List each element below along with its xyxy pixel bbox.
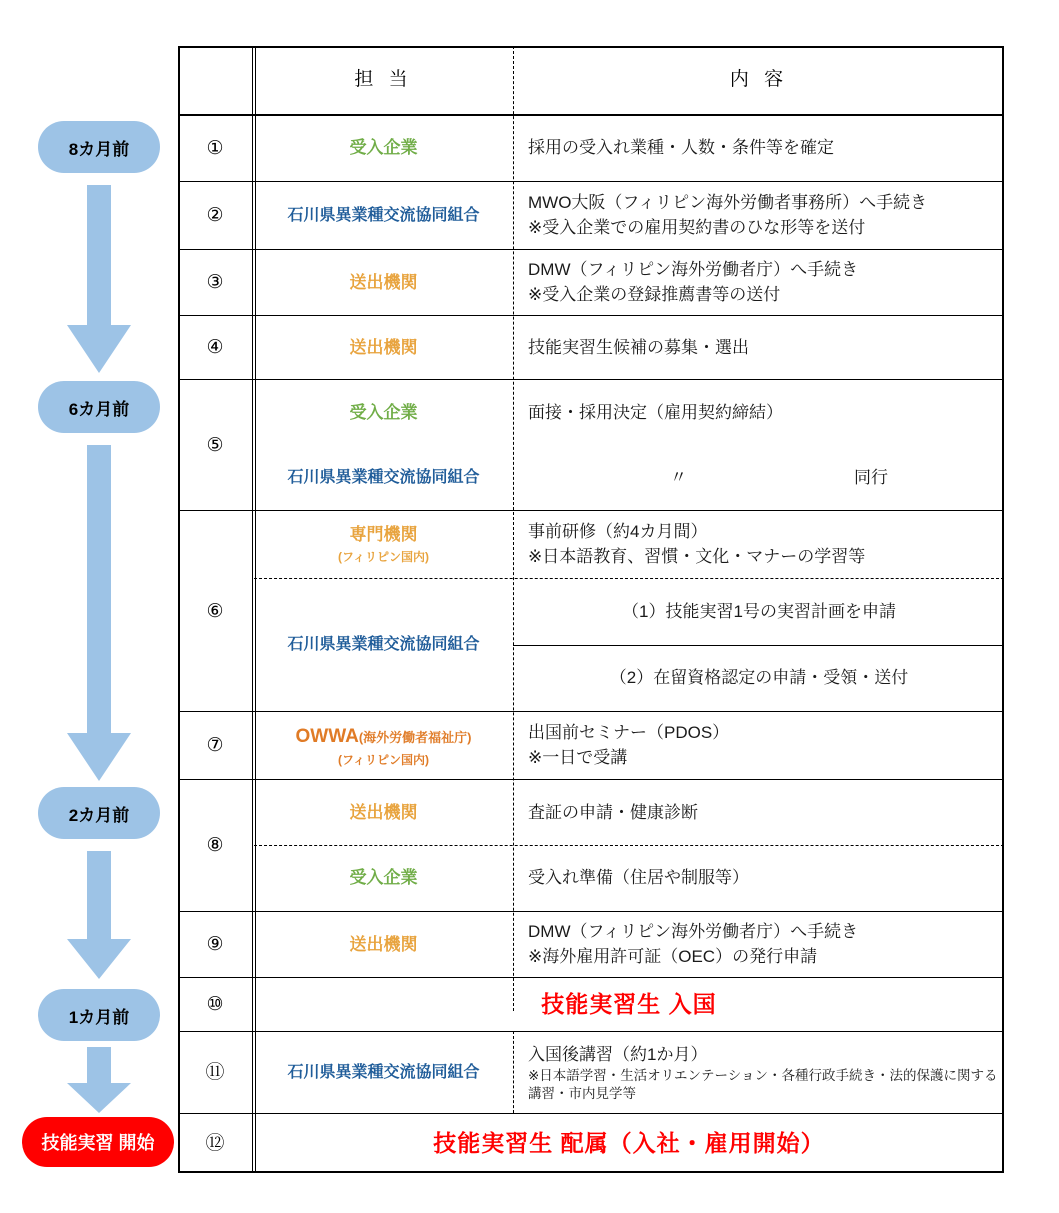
table-row-num: ② [206, 205, 224, 227]
content-line-1: MWO大阪（フィリピン海外労働者事務所）へ手続き [528, 193, 928, 213]
table-row-content [514, 913, 1004, 977]
table-row-content [514, 251, 1004, 315]
content-line: 採用の受入れ業種・人数・条件等を確定 [528, 138, 834, 158]
timeline-badge-6months: 6カ月前 [38, 381, 160, 433]
table-header-role: 担 当 [354, 69, 413, 91]
table-row-num: ① [206, 137, 224, 159]
content-line: 受入れ準備（住居や制服等） [528, 868, 749, 888]
table-row-content: （2）在留資格認定の申請・受領・送付 [609, 668, 909, 688]
content-line-1: DMW（フィリピン海外労働者庁）へ手続き [528, 260, 859, 280]
timeline-arrow-2 [63, 445, 135, 783]
content-line-1: 事前研修（約4カ月間） [528, 522, 708, 542]
content-line-2: ※日本語教育、習慣・文化・マナーの学習等 [528, 547, 866, 566]
content-line-2: ※受入企業の登録推薦書等の送付 [528, 285, 781, 304]
table-row-role: 送出機関 [349, 934, 418, 954]
content-line: 面接・採用決定（雇用契約締結） [528, 402, 783, 422]
role-main: OWWA [295, 726, 359, 748]
table-row-num: ⑤ [206, 434, 224, 456]
table-row-role: 石川県異業種交流協同組合 [287, 469, 480, 487]
table-row-num: ⑫ [205, 1133, 225, 1155]
table-row-content [514, 183, 1004, 249]
content-line-1: DMW（フィリピン海外労働者庁）へ手続き [528, 922, 859, 942]
role-sub: (フィリピン国内) [337, 752, 430, 767]
table-row-role: 送出機関 [349, 272, 418, 292]
table-row-content [514, 846, 1004, 911]
table-row-content [514, 781, 1004, 845]
table-row-num: ⑩ [206, 994, 224, 1016]
table-row-role: 受入企業 [349, 868, 418, 888]
table-row-content [514, 381, 1004, 445]
table-row-role [254, 713, 513, 779]
ditto-mark: 〃 [670, 467, 687, 487]
table-row-num: ⑦ [206, 735, 224, 757]
timeline-column [0, 0, 176, 1213]
timeline-arrow-3 [63, 851, 135, 981]
timeline-badge-8months: 8カ月前 [38, 121, 160, 173]
table-row-role: 送出機関 [349, 802, 418, 822]
content-line: 技能実習生候補の募集・選出 [528, 337, 749, 357]
table-row-role: 石川県異業種交流協同組合 [287, 207, 480, 225]
content-note: ※日本語学習・生活オリエンテーション・各種行政手続き・法的保護に関する講習・市内見学等 [528, 1068, 998, 1102]
table-row-content [514, 116, 1004, 181]
timeline-badge-1month: 1カ月前 [38, 989, 160, 1041]
content-line-1: 入国後講習（約1か月） [528, 1044, 708, 1064]
table-header-content: 内 容 [729, 69, 789, 91]
role-sub: (フィリピン国内) [337, 550, 430, 565]
content-line-2: ※一日で受講 [528, 748, 628, 767]
table-row-role: 石川県異業種交流協同組合 [287, 636, 480, 654]
content-line-1: 出国前セミナー（PDOS） [528, 723, 730, 743]
table-row-role: 送出機関 [349, 337, 418, 357]
table-row-content [514, 446, 1004, 510]
table-row-role: 受入企業 [349, 138, 418, 158]
timeline-arrow-1 [63, 185, 135, 375]
timeline-arrow-4 [63, 1047, 135, 1115]
table-row-content [514, 713, 1004, 779]
table-row-content [514, 512, 1004, 578]
table-row-role: 石川県異業種交流協同組合 [287, 1064, 480, 1082]
table-row-num: ⑥ [206, 600, 224, 622]
table-row-content: （1）技能実習1号の実習計画を申請 [622, 601, 896, 621]
table-row-num: ⑪ [205, 1062, 225, 1084]
table-row-role [254, 512, 513, 578]
table-row-highlight: 技能実習生 入国 [541, 991, 717, 1018]
table-row-content [514, 1033, 1004, 1113]
role-main-wrap [296, 723, 472, 751]
table-row-highlight: 技能実習生 配属（入社・雇用開始） [433, 1130, 825, 1157]
timeline-badge-2months: 2カ月前 [38, 787, 160, 839]
table-row-content [514, 317, 1004, 379]
content-extra: 同行 [854, 467, 888, 487]
table-row-num: ④ [206, 337, 224, 359]
table-row-num: ⑨ [206, 934, 224, 956]
table-row-role: 受入企業 [349, 402, 418, 422]
content-line: 査証の申請・健康診断 [528, 802, 698, 822]
role-paren: (海外労働者福祉庁) [358, 730, 472, 746]
table-row-num: ⑧ [206, 835, 224, 857]
role-main: 専門機関 [349, 525, 418, 545]
timeline-badge-start: 技能実習 開始 [22, 1117, 174, 1167]
table-row-num: ③ [206, 272, 224, 294]
content-line-2: ※海外雇用許可証（OEC）の発行申請 [528, 947, 818, 966]
content-line-2: ※受入企業での雇用契約書のひな形等を送付 [528, 218, 866, 237]
